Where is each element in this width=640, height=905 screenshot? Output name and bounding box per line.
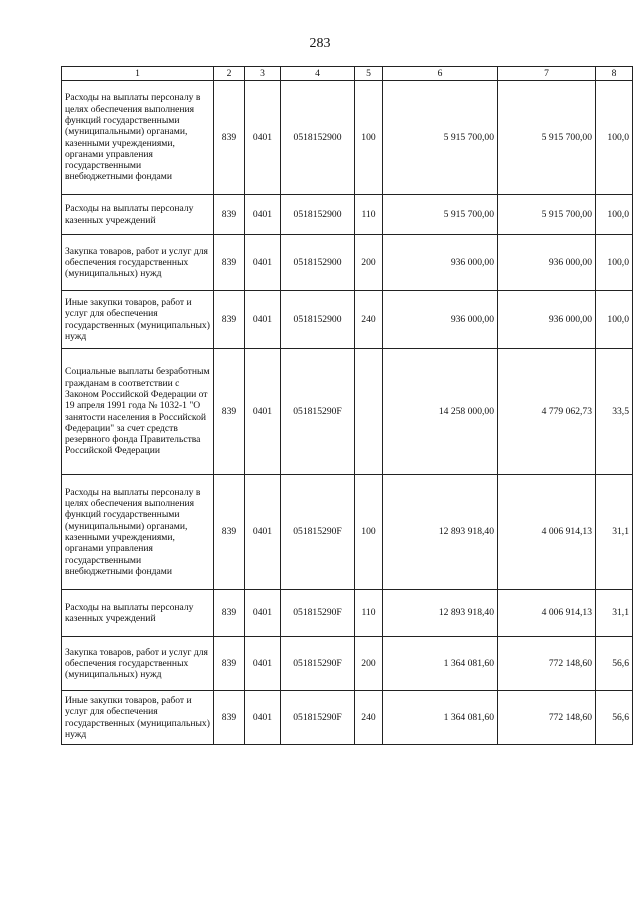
row-type: 240: [355, 291, 383, 349]
row-planned: 12 893 918,40: [383, 590, 498, 637]
row-section: 0401: [245, 291, 281, 349]
table-header-row: [62, 67, 633, 81]
row-percent: 31,1: [596, 475, 633, 590]
row-target: 051815290F: [281, 475, 355, 590]
row-planned: 936 000,00: [383, 291, 498, 349]
row-percent: 31,1: [596, 590, 633, 637]
row-target: 051815290F: [281, 349, 355, 475]
row-executed: 4 779 062,73: [498, 349, 596, 475]
table-row: [62, 235, 633, 291]
row-target: 0518152900: [281, 291, 355, 349]
row-code: 839: [214, 590, 245, 637]
row-executed: 936 000,00: [498, 291, 596, 349]
row-planned: 5 915 700,00: [383, 195, 498, 235]
row-target: 051815290F: [281, 637, 355, 691]
row-section: 0401: [245, 349, 281, 475]
row-percent: 33,5: [596, 349, 633, 475]
row-executed: 936 000,00: [498, 235, 596, 291]
row-section: 0401: [245, 691, 281, 745]
row-section: 0401: [245, 590, 281, 637]
column-header: 3: [245, 67, 281, 81]
row-name: Иные закупки товаров, работ и услуг для обеспечения государственных (муниципальных) нужд: [62, 691, 214, 745]
row-planned: 14 258 000,00: [383, 349, 498, 475]
row-executed: 5 915 700,00: [498, 195, 596, 235]
row-type: 240: [355, 691, 383, 745]
table-row: [62, 291, 633, 349]
row-planned: 936 000,00: [383, 235, 498, 291]
row-percent: 56,6: [596, 637, 633, 691]
page-number: 283: [309, 36, 331, 51]
row-name: Иные закупки товаров, работ и услуг для обеспечения государственных (муниципальных) нужд: [62, 291, 214, 349]
row-name: Закупка товаров, работ и услуг для обеспечения государственных (муниципальных) нужд: [62, 235, 214, 291]
row-code: 839: [214, 291, 245, 349]
row-executed: 4 006 914,13: [498, 590, 596, 637]
row-planned: 5 915 700,00: [383, 81, 498, 195]
row-percent: 100,0: [596, 81, 633, 195]
row-name: Расходы на выплаты персоналу казенных учреждений: [62, 590, 214, 637]
row-percent: 56,6: [596, 691, 633, 745]
row-executed: 4 006 914,13: [498, 475, 596, 590]
row-percent: 100,0: [596, 235, 633, 291]
row-target: 0518152900: [281, 195, 355, 235]
row-code: 839: [214, 475, 245, 590]
row-code: 839: [214, 349, 245, 475]
row-target: 051815290F: [281, 691, 355, 745]
row-code: 839: [214, 235, 245, 291]
row-planned: 1 364 081,60: [383, 637, 498, 691]
row-target: 0518152900: [281, 235, 355, 291]
row-code: 839: [214, 637, 245, 691]
table-row: [62, 81, 633, 195]
row-type: 200: [355, 637, 383, 691]
row-type: [355, 349, 383, 475]
row-name: Расходы на выплаты персоналу казенных учреждений: [62, 195, 214, 235]
row-code: 839: [214, 691, 245, 745]
column-header: 5: [355, 67, 383, 81]
row-name: Социальные выплаты безработным гражданам в соответствии с Законом Российской Федерации от 19 апреля 1991 года № 1032-1 "О занятости населения в Российской Федерации" за счет средств резервного фонда Правительства Российской Федерации: [62, 349, 214, 475]
row-executed: 772 148,60: [498, 691, 596, 745]
row-percent: 100,0: [596, 291, 633, 349]
column-header: 6: [383, 67, 498, 81]
row-section: 0401: [245, 637, 281, 691]
row-name: Закупка товаров, работ и услуг для обеспечения государственных (муниципальных) нужд: [62, 637, 214, 691]
budget-table: [61, 66, 633, 745]
table-row: [62, 195, 633, 235]
table-row: [62, 590, 633, 637]
row-section: 0401: [245, 475, 281, 590]
row-type: 110: [355, 195, 383, 235]
column-header: 2: [214, 67, 245, 81]
row-name: Расходы на выплаты персоналу в целях обеспечения выполнения функций государственными (муниципальными) органами, казенными учреждениями, органами управления государственными внебюджетными фондами: [62, 81, 214, 195]
table-row: [62, 475, 633, 590]
row-planned: 1 364 081,60: [383, 691, 498, 745]
row-percent: 100,0: [596, 195, 633, 235]
row-planned: 12 893 918,40: [383, 475, 498, 590]
row-code: 839: [214, 195, 245, 235]
row-section: 0401: [245, 235, 281, 291]
row-target: 051815290F: [281, 590, 355, 637]
row-type: 100: [355, 475, 383, 590]
table-row: [62, 691, 633, 745]
column-header: 4: [281, 67, 355, 81]
column-header: 1: [62, 67, 214, 81]
row-name: Расходы на выплаты персоналу в целях обеспечения выполнения функций государственными (муниципальными) органами, казенными учреждениями, органами управления государственными внебюджетными фондами: [62, 475, 214, 590]
row-type: 100: [355, 81, 383, 195]
table-row: [62, 349, 633, 475]
row-type: 110: [355, 590, 383, 637]
column-header: 8: [596, 67, 633, 81]
row-executed: 5 915 700,00: [498, 81, 596, 195]
table-row: [62, 637, 633, 691]
row-target: 0518152900: [281, 81, 355, 195]
row-executed: 772 148,60: [498, 637, 596, 691]
column-header: 7: [498, 67, 596, 81]
row-type: 200: [355, 235, 383, 291]
row-section: 0401: [245, 195, 281, 235]
row-section: 0401: [245, 81, 281, 195]
row-code: 839: [214, 81, 245, 195]
